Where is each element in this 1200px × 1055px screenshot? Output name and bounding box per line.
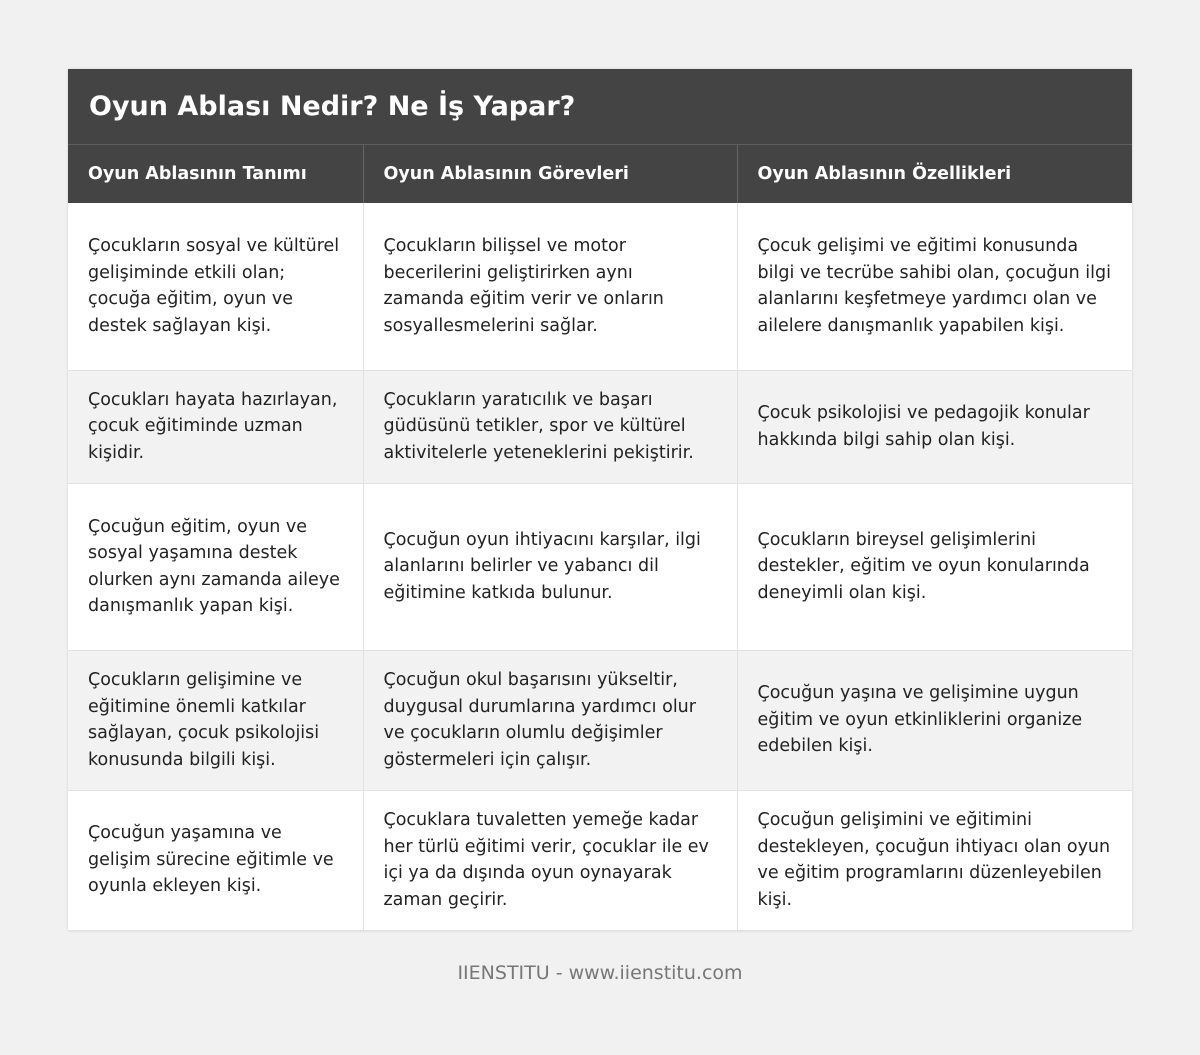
column-header-duties: Oyun Ablasının Görevleri (363, 145, 737, 203)
info-table-card (68, 69, 1132, 931)
table-cell: Çocukların bilişsel ve motor becerilerini geliştirirken aynı zamanda eğitim verir ve onların sosyallesmelerini sağlar. (363, 203, 737, 370)
footer-credit: IIENSTITU - www.iienstitu.com (457, 962, 743, 984)
table-row (68, 370, 1132, 483)
table-cell: Çocuk psikolojisi ve pedagojik konular hakkında bilgi sahip olan kişi. (737, 370, 1132, 483)
table-cell: Çocukların yaratıcılık ve başarı güdüsünü tetikler, spor ve kültürel aktivitelerle yeteneklerini pekiştirir. (363, 370, 737, 483)
table-cell: Çocukların sosyal ve kültürel gelişiminde etkili olan; çocuğa eğitim, oyun ve destek sağlayan kişi. (68, 203, 363, 370)
info-table (68, 145, 1132, 931)
table-cell: Çocuğun okul başarısını yükseltir, duygusal durumlarına yardımcı olur ve çocukların olumlu değişimler göstermeleri için çalışır. (363, 650, 737, 790)
table-cell: Çocukların bireysel gelişimlerini destekler, eğitim ve oyun konularında deneyimli olan kişi. (737, 483, 1132, 650)
table-row (68, 203, 1132, 370)
column-header-definition: Oyun Ablasının Tanımı (68, 145, 363, 203)
table-cell: Çocuğun gelişimini ve eğitimini destekleyen, çocuğun ihtiyacı olan oyun ve eğitim programlarını düzenleyebilen kişi. (737, 790, 1132, 930)
header-row (68, 145, 1132, 203)
table-cell: Çocuğun yaşına ve gelişimine uygun eğitim ve oyun etkinliklerini organize edebilen kişi. (737, 650, 1132, 790)
table-cell: Çocukların gelişimine ve eğitimine önemli katkılar sağlayan, çocuk psikolojisi konusunda bilgili kişi. (68, 650, 363, 790)
table-cell: Çocuğun oyun ihtiyacını karşılar, ilgi alanlarını belirler ve yabancı dil eğitimine katkıda bulunur. (363, 483, 737, 650)
table-row (68, 483, 1132, 650)
table-title: Oyun Ablası Nedir? Ne İş Yapar? (68, 69, 1132, 145)
column-header-qualities: Oyun Ablasının Özellikleri (737, 145, 1132, 203)
table-cell: Çocuk gelişimi ve eğitimi konusunda bilgi ve tecrübe sahibi olan, çocuğun ilgi alanlarını keşfetmeye yardımcı olan ve ailelere danışmanlık yapabilen kişi. (737, 203, 1132, 370)
table-cell: Çocukları hayata hazırlayan, çocuk eğitiminde uzman kişidir. (68, 370, 363, 483)
table-row (68, 650, 1132, 790)
table-cell: Çocuklara tuvaletten yemeğe kadar her türlü eğitimi verir, çocuklar ile ev içi ya da dışında oyun oynayarak zaman geçirir. (363, 790, 737, 930)
table-cell: Çocuğun yaşamına ve gelişim sürecine eğitimle ve oyunla ekleyen kişi. (68, 790, 363, 930)
table-cell: Çocuğun eğitim, oyun ve sosyal yaşamına destek olurken aynı zamanda aileye danışmanlık yapan kişi. (68, 483, 363, 650)
table-row (68, 790, 1132, 930)
